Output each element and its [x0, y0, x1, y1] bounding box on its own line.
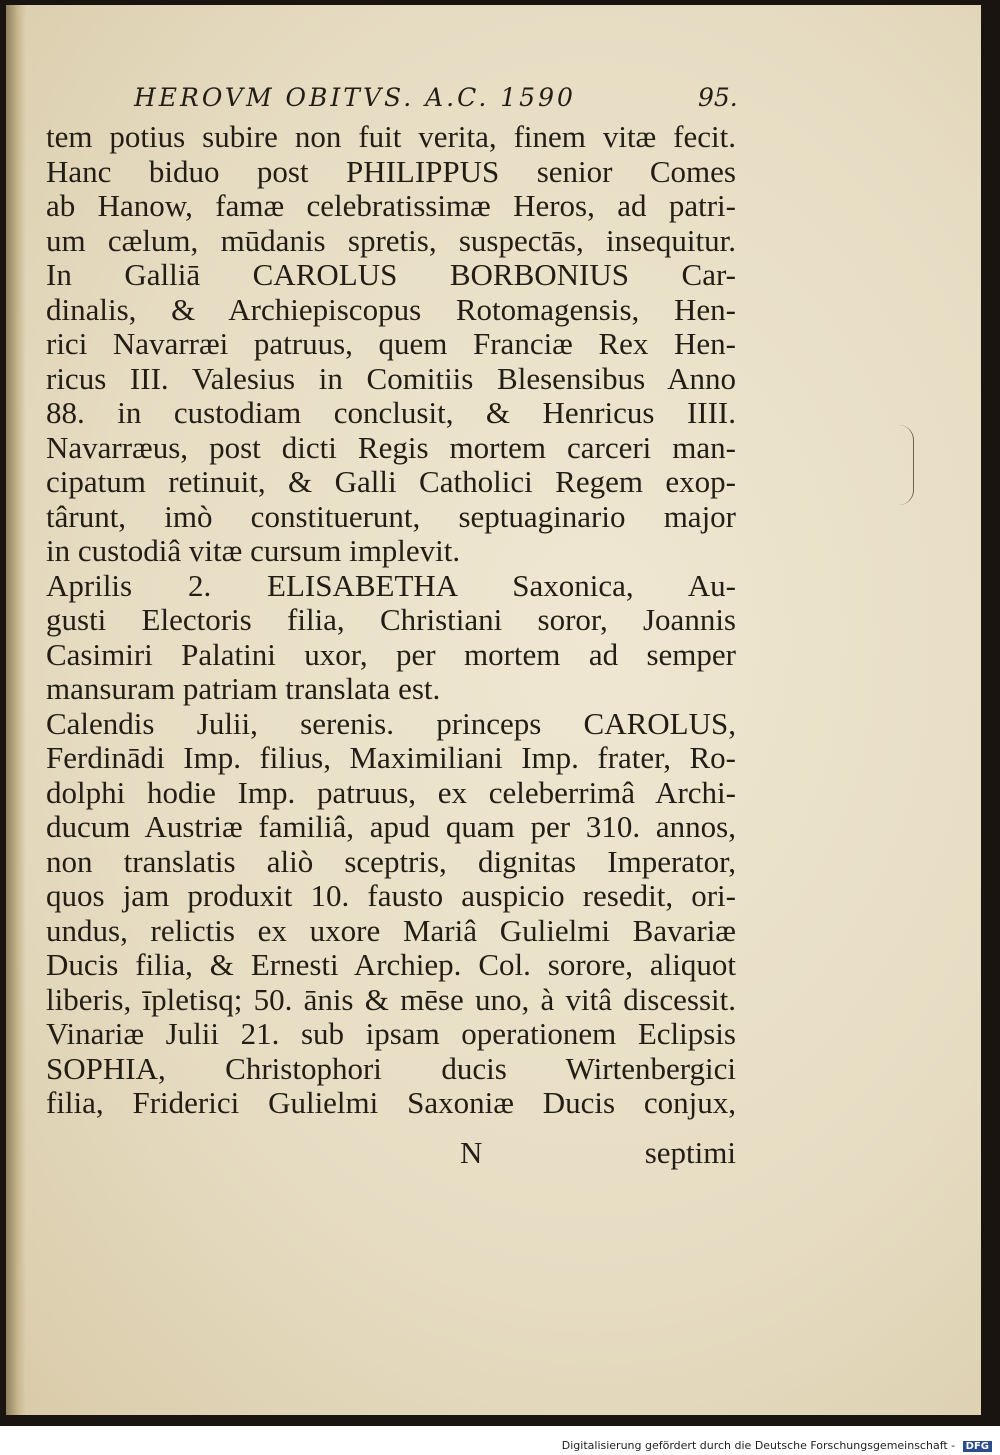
credit-text: Digitalisierung gefördert durch die Deutsche Forschungsgemeinschaft -	[561, 1439, 956, 1452]
text-line: dolphi hodie Imp. patruus, ex celeberrimâ Archi-	[46, 774, 736, 810]
text-line: In Galliā CAROLUS BORBONIUS Car-	[46, 257, 736, 292]
text-line: Ferdinādi Imp. filius, Maximiliani Imp. frater, Ro-	[46, 740, 736, 775]
body-text	[46, 120, 736, 1121]
digitization-credit	[562, 1439, 992, 1452]
text-line: tem potius subire non fuit verita, finem vitæ fecit.	[46, 119, 736, 154]
book-page	[6, 5, 981, 1415]
text-line: Vinariæ Julii 21. sub ipsam operationem Eclipsis	[46, 1016, 736, 1051]
text-line: undus, relictis ex uxore Mariâ Gulielmi Bavariæ	[46, 912, 736, 948]
signature-line	[46, 1135, 736, 1171]
text-line: mansuram patriam translata est.	[46, 671, 441, 706]
text-line: um cælum, mūdanis spretis, suspectās, insequitur.	[46, 222, 736, 258]
text-line: dinalis, & Archiepiscopus Rotomagensis, Hen-	[46, 291, 736, 327]
running-head: HEROVM OBITVS. A.C. 1590	[134, 83, 576, 112]
page-gutter	[6, 5, 26, 1415]
text-line: gusti Electoris filia, Christiani soror, Joannis	[46, 602, 736, 637]
text-line: Hanc biduo post PHILIPPUS senior Comes	[46, 153, 736, 189]
text-line: non translatis aliò sceptris, dignitas Imperator,	[46, 843, 736, 879]
text-line: târunt, imò constituerunt, septuaginario major	[46, 498, 736, 534]
margin-pencil-mark	[899, 425, 914, 505]
text-line: SOPHIA, Christophori ducis Wirtenbergici	[46, 1050, 736, 1086]
text-line: Casimiri Palatini uxor, per mortem ad semper	[46, 636, 736, 672]
text-line: Navarræus, post dicti Regis mortem carceri man-	[46, 429, 736, 465]
text-line: quos jam produxit 10. fausto auspicio resedit, ori-	[46, 878, 736, 913]
text-line: 88. in custodiam conclusit, & Henricus IIII.	[46, 395, 736, 430]
dfg-logo: DFG	[963, 1441, 992, 1452]
text-line: ducum Austriæ familiâ, apud quam per 310. annos,	[46, 809, 736, 844]
text-line: filia, Friderici Gulielmi Saxoniæ Ducis conjux,	[46, 1085, 736, 1120]
text-line: ab Hanow, famæ celebratissimæ Heros, ad patri-	[46, 188, 736, 223]
text-line: in custodiâ vitæ cursum implevit.	[46, 533, 461, 568]
text-line: Calendis Julii, serenis. princeps CAROLUS,	[46, 705, 736, 741]
text-line: rici Navarræi patruus, quem Franciæ Rex Hen-	[46, 326, 736, 361]
text-line: Aprilis 2. ELISABETHA Saxonica, Au-	[46, 567, 736, 603]
signature-mark: N	[460, 1135, 483, 1170]
text-line: cipatum retinuit, & Galli Catholici Regem exop-	[46, 464, 736, 499]
text-line: liberis, īpletisq; 50. ānis & mēse uno, à vitâ discessit.	[46, 981, 736, 1017]
text-line: ricus III. Valesius in Comitiis Blesensibus Anno	[46, 360, 736, 396]
text-line: Ducis filia, & Ernesti Archiep. Col. sorore, aliquot	[46, 947, 736, 982]
catchword: septimi	[644, 1135, 736, 1170]
page-number: 95.	[698, 83, 738, 112]
